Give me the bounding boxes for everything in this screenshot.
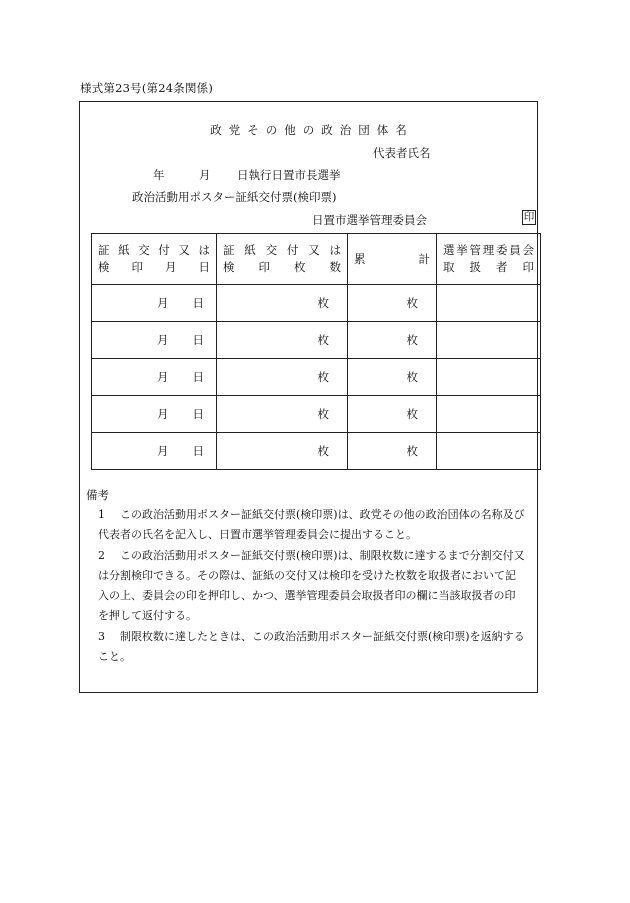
header-char: 累	[354, 252, 366, 266]
note-text: この政治活動用ポスター証紙交付票(検印票)は、制限枚数に達するまで分割交付又	[120, 548, 525, 562]
header-char: は	[329, 243, 341, 257]
month-unit: 月	[157, 296, 169, 310]
handler-seal-cell	[437, 433, 541, 470]
date-cell	[92, 285, 217, 322]
header-char: 印	[522, 260, 534, 274]
note-text: 入の上、委員会の印を押印し、かつ、選挙管理委員会取扱者印の欄に当該取扱者の印	[98, 589, 516, 603]
day-unit: 日	[192, 333, 204, 347]
notes-list	[86, 505, 532, 667]
month-unit: 月	[157, 444, 169, 458]
table-row	[92, 322, 541, 359]
total-cell: 枚	[348, 359, 437, 396]
month-unit: 月	[157, 333, 169, 347]
header-char: 証	[98, 243, 110, 257]
header-char: 員	[509, 243, 521, 257]
date-cell	[92, 322, 217, 359]
handler-seal-cell	[437, 396, 541, 433]
note-line	[86, 566, 532, 586]
header-char: 検	[98, 260, 110, 274]
header-char: 日	[198, 260, 210, 274]
note-number: 2	[98, 548, 105, 562]
year-label: 年	[153, 168, 165, 182]
handler-seal-cell	[437, 322, 541, 359]
total-cell: 枚	[348, 285, 437, 322]
count-cell: 枚	[217, 433, 348, 470]
count-cell: 枚	[217, 359, 348, 396]
table-row	[92, 359, 541, 396]
header-char: 又	[308, 243, 320, 257]
header-char: 付	[158, 243, 170, 257]
header-char: 紙	[244, 243, 256, 257]
table-row	[92, 285, 541, 322]
handler-seal-cell	[437, 285, 541, 322]
note-line	[86, 586, 532, 606]
header-char: 証	[223, 243, 235, 257]
note-text: この政治活動用ポスター証紙交付票(検印票)は、政党その他の政治団体の名称及び	[120, 508, 525, 521]
note-line	[86, 627, 532, 647]
table-header-row	[92, 234, 541, 285]
header-char: 紙	[118, 243, 130, 257]
header-char: 者	[496, 260, 508, 274]
note-line	[86, 505, 532, 525]
header-char: 委	[496, 243, 508, 257]
note-text: こと。	[98, 650, 131, 664]
header-issue-date	[92, 234, 217, 285]
representative-label: 代表者氏名	[373, 146, 431, 160]
form-number: 様式第23号(第24条関係)	[80, 81, 214, 95]
handler-seal-cell	[437, 359, 541, 396]
record-table	[91, 233, 541, 470]
total-cell: 枚	[348, 396, 437, 433]
table-row	[92, 433, 541, 470]
header-char: 数	[329, 260, 341, 274]
day-unit: 日	[192, 296, 204, 310]
header-char: 月	[165, 260, 177, 274]
header-char: 付	[286, 243, 299, 257]
day-unit: 日	[192, 444, 204, 458]
header-char: 印	[258, 260, 270, 274]
header-char: 検	[223, 260, 235, 274]
seal-mark: 印	[523, 211, 535, 223]
header-char: 又	[178, 243, 190, 257]
header-char: 挙	[456, 243, 468, 257]
org-title: 政党その他の政治団体名	[210, 123, 414, 137]
note-text: 制限枚数に達したときは、この政治活動用ポスター証紙交付票(検印票)を返納する	[120, 629, 525, 643]
date-cell	[92, 359, 217, 396]
total-cell: 枚	[348, 322, 437, 359]
header-char: 交	[138, 243, 150, 257]
header-char: 枚	[294, 260, 306, 274]
committee-name: 日置市選挙管理委員会	[312, 213, 427, 227]
form-frame	[79, 101, 538, 693]
note-line	[86, 647, 532, 667]
date-cell	[92, 396, 217, 433]
header-char: 扱	[469, 260, 481, 274]
notes-label: 備考	[86, 488, 109, 502]
month-unit: 月	[157, 407, 169, 421]
day-unit: 日	[192, 407, 204, 421]
count-cell: 枚	[217, 322, 348, 359]
header-char: 管	[469, 243, 481, 257]
note-number: 3	[98, 629, 105, 643]
document-title: 政治活動用ポスター証紙交付票(検印票)	[132, 190, 337, 204]
count-cell: 枚	[217, 285, 348, 322]
header-char: 交	[265, 243, 278, 257]
month-unit: 月	[157, 370, 169, 384]
header-char: は	[198, 243, 210, 257]
election-name: 日執行日置市長選挙	[237, 168, 341, 182]
note-text: を押して返付する。	[98, 609, 197, 623]
month-label: 月	[199, 168, 211, 182]
note-line	[86, 525, 532, 545]
note-line	[86, 606, 532, 626]
count-cell: 枚	[217, 396, 348, 433]
header-char: 理	[482, 243, 495, 257]
day-unit: 日	[192, 370, 204, 384]
note-text: 代表者の氏名を記入し、日置市選挙管理委員会に提出すること。	[98, 528, 417, 542]
note-line	[86, 546, 532, 566]
table-row	[92, 396, 541, 433]
note-text: は分割検印できる。その際は、証紙の交付又は検印を受けた枚数を取扱者において記	[98, 568, 516, 582]
header-char: 選	[443, 243, 455, 257]
header-char: 計	[418, 252, 430, 266]
election-date-line	[153, 167, 341, 183]
header-char: 会	[522, 243, 534, 257]
total-cell: 枚	[348, 433, 437, 470]
header-cumulative	[348, 234, 437, 285]
header-char: 印	[131, 260, 143, 274]
header-handler-seal	[437, 234, 541, 285]
note-number: 1	[98, 508, 105, 521]
header-issue-count	[217, 234, 348, 285]
header-char: 取	[443, 260, 455, 274]
date-cell	[92, 433, 217, 470]
